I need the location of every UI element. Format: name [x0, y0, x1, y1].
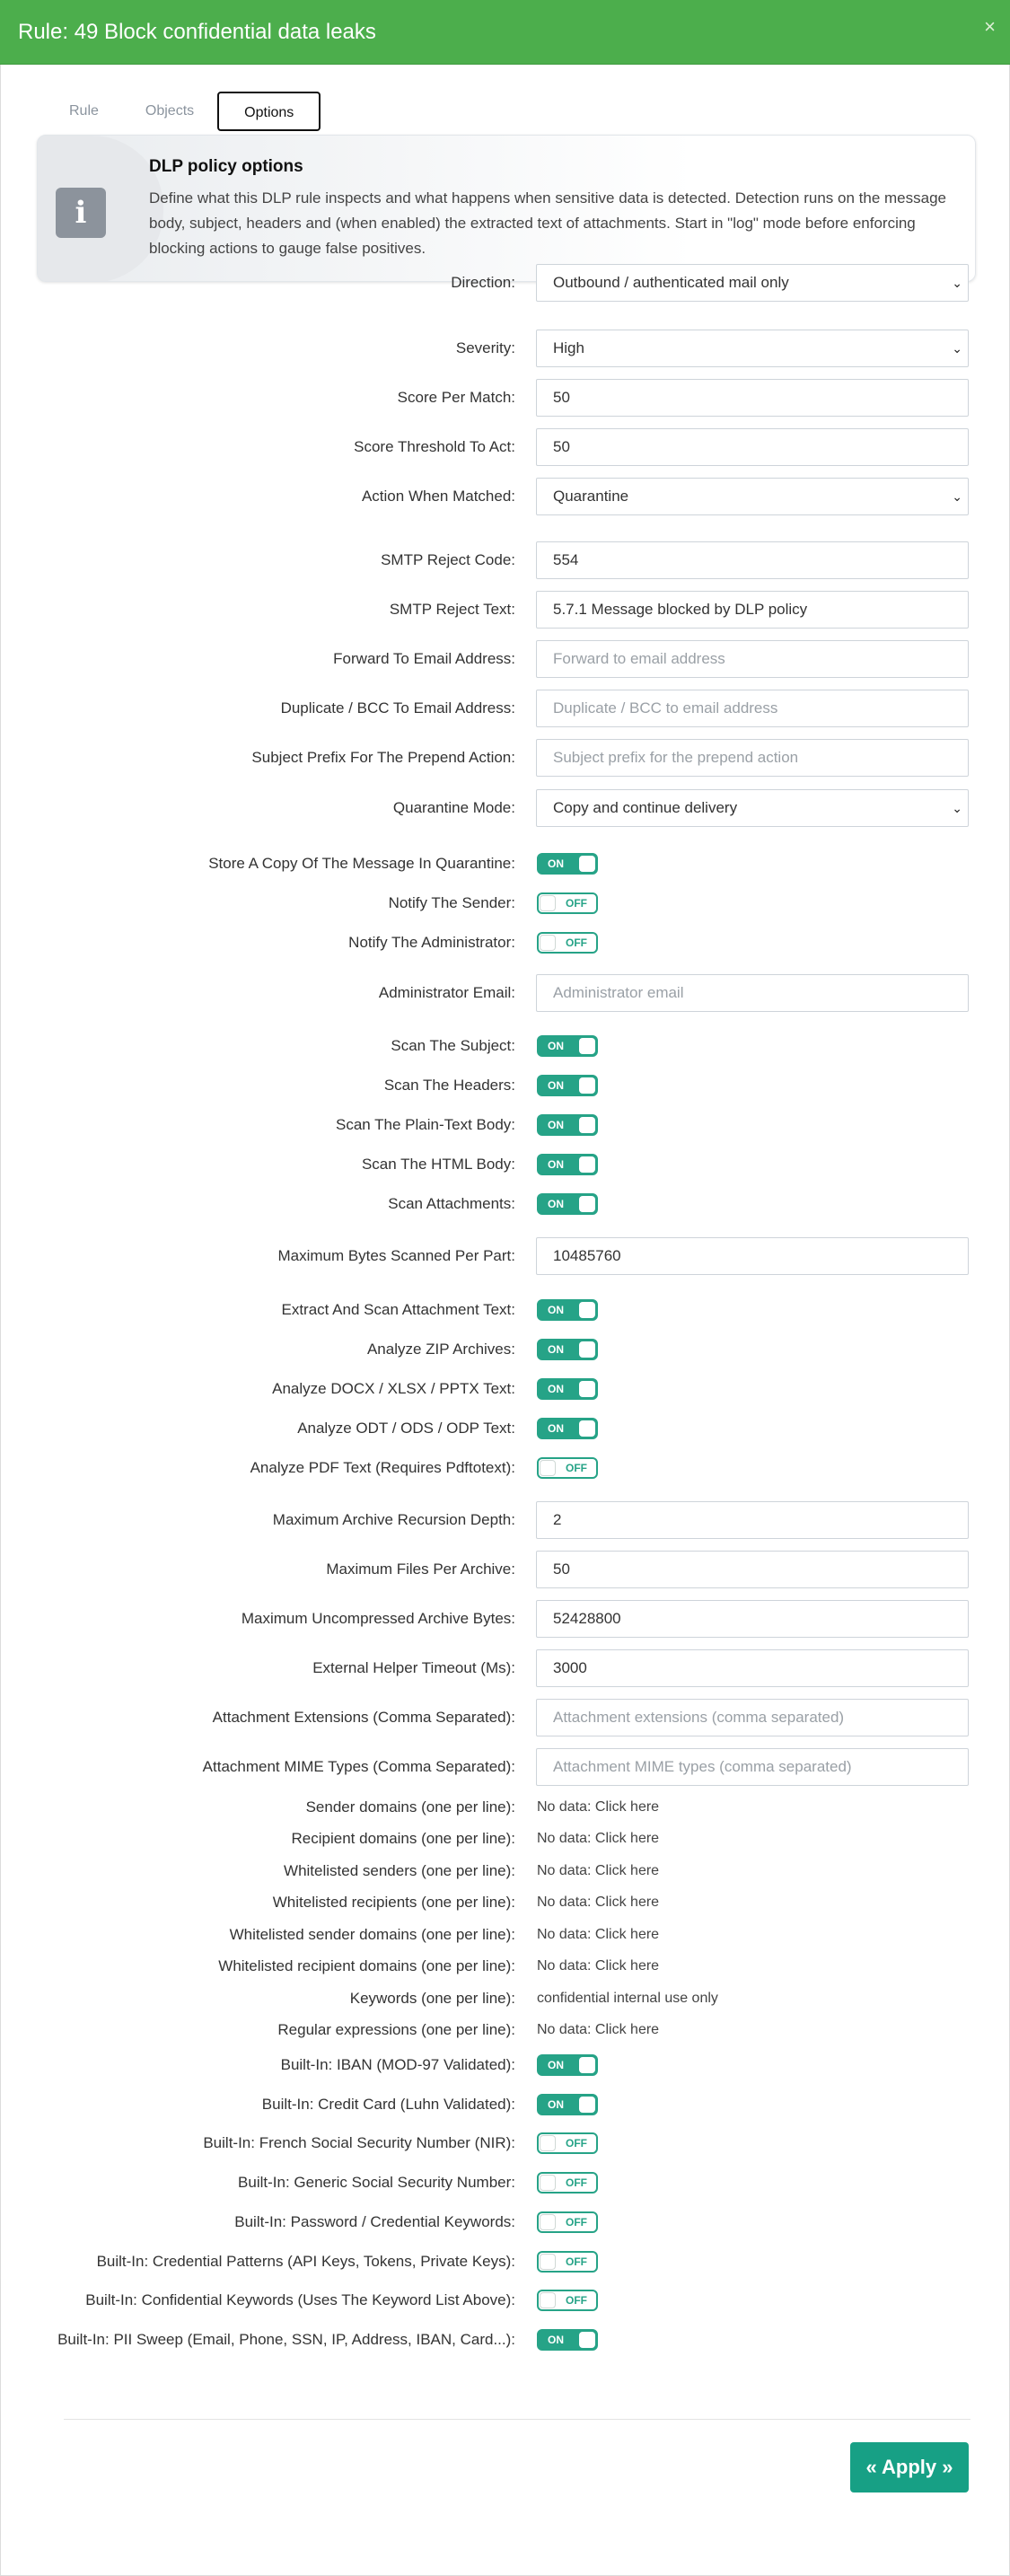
- sender-domains-label: Sender domains (one per line):: [305, 1798, 515, 1816]
- row-action-when-matched: [1, 478, 1010, 515]
- row-notify-admin: [1, 932, 1010, 954]
- row-scan-plain: [1, 1114, 1010, 1136]
- toggle-knob: [579, 1302, 595, 1318]
- severity-label: Severity:: [455, 339, 515, 356]
- bi-iban-label: Built-In: IBAN (MOD-97 Validated):: [280, 2056, 515, 2073]
- apply-button[interactable]: « Apply »: [850, 2442, 969, 2492]
- toggle-knob: [579, 1196, 595, 1212]
- bi-password-toggle[interactable]: [537, 2211, 598, 2233]
- row-bi-confidential: [1, 2290, 1010, 2311]
- row-bi-credpatterns: [1, 2251, 1010, 2273]
- keywords-label: Keywords (one per line):: [349, 1990, 515, 2007]
- max-files-label: Maximum Files Per Archive:: [326, 1561, 515, 1578]
- row-attach-mime: [1, 1748, 1010, 1786]
- wl-recipients-label: Whitelisted recipients (one per line):: [272, 1894, 515, 1911]
- row-analyze-docx: [1, 1378, 1010, 1400]
- attach-ext-label: Attachment Extensions (Comma Separated):: [212, 1709, 515, 1726]
- wl-sender-domains-label: Whitelisted sender domains (one per line):: [229, 1926, 515, 1943]
- toggle-knob: [579, 1077, 595, 1094]
- toggle-knob: [579, 1381, 595, 1397]
- analyze-odt-toggle[interactable]: [537, 1418, 598, 1439]
- wl-senders-label: Whitelisted senders (one per line):: [284, 1862, 515, 1879]
- info-icon: i: [56, 188, 106, 238]
- toggle-knob: [540, 2175, 556, 2191]
- store-copy-toggle[interactable]: [537, 853, 598, 875]
- row-smtp-reject-code: [1, 541, 1010, 579]
- score-per-match-label: Score Per Match:: [397, 389, 515, 406]
- analyze-docx-toggle[interactable]: [537, 1378, 598, 1400]
- toggle-state-label: ON: [548, 1422, 564, 1435]
- toggle-knob: [540, 895, 556, 911]
- toggle-knob: [540, 935, 556, 951]
- max-uncompressed-input[interactable]: 52428800: [536, 1600, 969, 1638]
- score-threshold-label: Score Threshold To Act:: [354, 438, 515, 455]
- bi-credpatterns-label: Built-In: Credential Patterns (API Keys, Tokens, Private Keys):: [96, 2253, 515, 2270]
- row-bi-pii: [1, 2329, 1010, 2351]
- row-notify-sender: [1, 892, 1010, 914]
- notify-sender-toggle[interactable]: [537, 892, 598, 914]
- row-subject-prefix: [1, 739, 1010, 777]
- action-when-matched-select[interactable]: [536, 478, 969, 515]
- form-divider: [64, 2419, 970, 2420]
- subject-prefix-input[interactable]: Subject prefix for the prepend action: [536, 739, 969, 777]
- chevron-down-icon: ⌄: [952, 276, 962, 290]
- direction-label: Direction:: [451, 274, 515, 291]
- attach-mime-label: Attachment MIME Types (Comma Separated):: [202, 1758, 515, 1775]
- extract-attach-toggle[interactable]: [537, 1299, 598, 1321]
- forward-to-input[interactable]: Forward to email address: [536, 640, 969, 678]
- scan-attachments-label: Scan Attachments:: [388, 1195, 515, 1212]
- row-wl-recipients: [1, 1891, 1010, 1914]
- severity-select[interactable]: [536, 330, 969, 367]
- row-bi-password: [1, 2211, 1010, 2233]
- bcc-to-input[interactable]: Duplicate / BCC to email address: [536, 690, 969, 727]
- toggle-knob: [579, 1420, 595, 1437]
- toggle-knob: [579, 2332, 595, 2348]
- tab-rule[interactable]: Rule: [69, 103, 99, 119]
- toggle-state-label: ON: [548, 2059, 564, 2071]
- analyze-odt-label: Analyze ODT / ODS / ODP Text:: [297, 1420, 515, 1437]
- toggle-state-label: ON: [548, 2334, 564, 2346]
- quarantine-mode-select[interactable]: [536, 789, 969, 827]
- chevron-down-icon: ⌄: [952, 801, 962, 815]
- sender-domains-editor-link[interactable]: No data: Click here: [537, 1799, 660, 1815]
- row-forward-to: [1, 640, 1010, 678]
- toggle-state-label: ON: [548, 1040, 564, 1052]
- row-analyze-odt: [1, 1418, 1010, 1439]
- row-quarantine-mode: [1, 789, 1010, 827]
- regex-label: Regular expressions (one per line):: [277, 2021, 515, 2038]
- wl-recipients-editor-link[interactable]: No data: Click here: [537, 1895, 660, 1910]
- toggle-state-label: ON: [548, 857, 564, 870]
- toggle-state-label: ON: [548, 2098, 564, 2111]
- helper-timeout-label: External Helper Timeout (Ms):: [312, 1659, 515, 1676]
- wl-senders-editor-link[interactable]: No data: Click here: [537, 1863, 660, 1878]
- smtp-reject-code-label: SMTP Reject Code:: [381, 551, 515, 568]
- toggle-knob: [579, 1341, 595, 1358]
- row-max-recursion: [1, 1501, 1010, 1539]
- scan-subject-label: Scan The Subject:: [391, 1037, 515, 1054]
- analyze-pdf-toggle[interactable]: [537, 1457, 598, 1479]
- toggle-knob: [579, 1156, 595, 1173]
- smtp-reject-code-input[interactable]: 554: [536, 541, 969, 579]
- row-wl-sender-domains: [1, 1923, 1010, 1947]
- toggle-knob: [579, 1117, 595, 1133]
- toggle-state-label: ON: [548, 1304, 564, 1316]
- toggle-state-label: OFF: [566, 936, 587, 949]
- row-max-files: [1, 1551, 1010, 1588]
- bi-ssn-label: Built-In: Generic Social Security Number:: [238, 2174, 515, 2191]
- bi-nir-toggle[interactable]: [537, 2132, 598, 2154]
- analyze-zip-label: Analyze ZIP Archives:: [366, 1341, 515, 1358]
- recipient-domains-editor-link[interactable]: No data: Click here: [537, 1831, 660, 1846]
- row-sender-domains: [1, 1796, 1010, 1819]
- chevron-down-icon: ⌄: [952, 489, 962, 504]
- toggle-state-label: ON: [548, 1383, 564, 1395]
- toggle-knob: [579, 1038, 595, 1054]
- score-per-match-input[interactable]: 50: [536, 379, 969, 417]
- tab-options[interactable]: Options: [217, 92, 321, 131]
- analyze-docx-label: Analyze DOCX / XLSX / PPTX Text:: [272, 1380, 515, 1397]
- row-extract-attach: [1, 1299, 1010, 1321]
- row-bi-nir: [1, 2132, 1010, 2154]
- toggle-knob: [540, 2254, 556, 2270]
- bi-pii-label: Built-In: PII Sweep (Email, Phone, SSN, IP, Address, IBAN, Card...):: [57, 2331, 515, 2348]
- toggle-state-label: OFF: [566, 2216, 587, 2229]
- row-keywords: [1, 1987, 1010, 2010]
- scan-attachments-toggle[interactable]: [537, 1193, 598, 1215]
- quarantine-mode-selected-value: Copy and continue delivery: [553, 799, 738, 816]
- max-uncompressed-label: Maximum Uncompressed Archive Bytes:: [241, 1610, 515, 1627]
- toggle-state-label: ON: [548, 1343, 564, 1356]
- row-bi-iban: [1, 2054, 1010, 2076]
- scan-html-label: Scan The HTML Body:: [361, 1156, 515, 1173]
- row-score-per-match: [1, 379, 1010, 417]
- toggle-state-label: OFF: [566, 1462, 587, 1474]
- row-wl-recipient-domains: [1, 1955, 1010, 1978]
- row-max-uncompressed: [1, 1600, 1010, 1638]
- direction-select[interactable]: [536, 264, 969, 302]
- row-store-copy: [1, 853, 1010, 875]
- toggle-state-label: OFF: [566, 2294, 587, 2307]
- info-panel: [37, 135, 976, 282]
- keywords-editor-link[interactable]: confidential internal use only: [537, 1991, 718, 2006]
- row-scan-subject: [1, 1035, 1010, 1057]
- score-threshold-input[interactable]: 50: [536, 428, 969, 466]
- row-regex: [1, 2018, 1010, 2042]
- toggle-knob: [540, 2135, 556, 2151]
- regex-editor-link[interactable]: No data: Click here: [537, 2022, 660, 2037]
- action-when-matched-label: Action When Matched:: [361, 488, 515, 505]
- row-bi-cc: [1, 2094, 1010, 2115]
- row-scan-attachments: [1, 1193, 1010, 1215]
- row-analyze-zip: [1, 1339, 1010, 1360]
- max-bytes-label: Maximum Bytes Scanned Per Part:: [277, 1247, 515, 1264]
- wl-recipient-domains-label: Whitelisted recipient domains (one per line):: [218, 1957, 515, 1974]
- toggle-state-label: OFF: [566, 2137, 587, 2150]
- scan-html-toggle[interactable]: [537, 1154, 598, 1175]
- row-helper-timeout: [1, 1649, 1010, 1687]
- max-recursion-label: Maximum Archive Recursion Depth:: [272, 1511, 515, 1528]
- subject-prefix-label: Subject Prefix For The Prepend Action:: [251, 749, 515, 766]
- toggle-knob: [540, 2292, 556, 2308]
- severity-selected-value: High: [553, 339, 584, 356]
- row-scan-headers: [1, 1075, 1010, 1096]
- close-icon[interactable]: ×: [984, 15, 996, 38]
- scan-plain-label: Scan The Plain-Text Body:: [335, 1116, 515, 1133]
- bi-nir-label: Built-In: French Social Security Number (NIR):: [203, 2134, 515, 2151]
- row-wl-senders: [1, 1859, 1010, 1883]
- bi-credpatterns-toggle[interactable]: [537, 2251, 598, 2273]
- row-smtp-reject-text: [1, 591, 1010, 629]
- max-files-input[interactable]: 50: [536, 1551, 969, 1588]
- row-score-threshold: [1, 428, 1010, 466]
- toggle-knob: [540, 2214, 556, 2230]
- attach-ext-input[interactable]: Attachment extensions (comma separated): [536, 1699, 969, 1736]
- bi-confidential-label: Built-In: Confidential Keywords (Uses The Keyword List Above):: [85, 2291, 515, 2308]
- dialog-title-text: Rule: 49 Block confidential data leaks: [18, 20, 376, 44]
- toggle-knob: [579, 2057, 595, 2073]
- row-direction: [1, 264, 1010, 302]
- smtp-reject-text-input[interactable]: 5.7.1 Message blocked by DLP policy: [536, 591, 969, 629]
- info-heading: DLP policy options: [149, 157, 303, 176]
- toggle-state-label: ON: [548, 1079, 564, 1092]
- info-text: Define what this DLP rule inspects and what happens when sensitive data is detected. Detection runs on the message body, subject, headers and (when enabled) the extracted text of attachments. Start in "log" mode before enforcing blocking actions to gauge false positives.: [149, 189, 946, 257]
- row-severity: [1, 330, 1010, 367]
- admin-email-label: Administrator Email:: [378, 984, 515, 1001]
- bi-ssn-toggle[interactable]: [537, 2172, 598, 2194]
- bi-cc-label: Built-In: Credit Card (Luhn Validated):: [261, 2096, 515, 2113]
- recipient-domains-label: Recipient domains (one per line):: [291, 1830, 515, 1847]
- extract-attach-label: Extract And Scan Attachment Text:: [281, 1301, 515, 1318]
- wl-recipient-domains-editor-link[interactable]: No data: Click here: [537, 1958, 660, 1974]
- bi-cc-toggle[interactable]: [537, 2094, 598, 2115]
- smtp-reject-text-label: SMTP Reject Text:: [389, 601, 515, 618]
- attach-mime-input[interactable]: Attachment MIME types (comma separated): [536, 1748, 969, 1786]
- chevron-down-icon: ⌄: [952, 341, 962, 356]
- toggle-state-label: ON: [548, 1158, 564, 1171]
- helper-timeout-input[interactable]: 3000: [536, 1649, 969, 1687]
- row-bi-ssn: [1, 2172, 1010, 2194]
- row-analyze-pdf: [1, 1457, 1010, 1479]
- row-admin-email: [1, 974, 1010, 1012]
- bi-pii-toggle[interactable]: [537, 2329, 598, 2351]
- notify-admin-toggle[interactable]: [537, 932, 598, 954]
- toggle-state-label: ON: [548, 1119, 564, 1131]
- tab-objects[interactable]: Objects: [145, 103, 195, 119]
- toggle-state-label: OFF: [566, 2255, 587, 2268]
- tab-bar: [46, 90, 321, 131]
- dialog-title: [0, 0, 1010, 65]
- store-copy-label: Store A Copy Of The Message In Quarantine:: [208, 855, 515, 872]
- dialog-body: [0, 65, 1010, 2576]
- row-scan-html: [1, 1154, 1010, 1175]
- bi-password-label: Built-In: Password / Credential Keywords:: [234, 2213, 515, 2230]
- quarantine-mode-label: Quarantine Mode:: [392, 799, 515, 816]
- notify-sender-label: Notify The Sender:: [388, 894, 515, 911]
- analyze-zip-toggle[interactable]: [537, 1339, 598, 1360]
- bi-iban-toggle[interactable]: [537, 2054, 598, 2076]
- toggle-state-label: OFF: [566, 2176, 587, 2189]
- scan-headers-label: Scan The Headers:: [383, 1077, 515, 1094]
- toggle-knob: [540, 1460, 556, 1476]
- wl-sender-domains-editor-link[interactable]: No data: Click here: [537, 1927, 660, 1942]
- toggle-state-label: OFF: [566, 897, 587, 910]
- action-when-matched-selected-value: Quarantine: [553, 488, 629, 505]
- max-bytes-input[interactable]: 10485760: [536, 1237, 969, 1275]
- row-recipient-domains: [1, 1827, 1010, 1851]
- row-bcc-to: [1, 690, 1010, 727]
- row-attach-ext: [1, 1699, 1010, 1736]
- toggle-knob: [579, 2097, 595, 2113]
- scan-headers-toggle[interactable]: [537, 1075, 598, 1096]
- direction-selected-value: Outbound / authenticated mail only: [553, 274, 789, 291]
- scan-plain-toggle[interactable]: [537, 1114, 598, 1136]
- scan-subject-toggle[interactable]: [537, 1035, 598, 1057]
- notify-admin-label: Notify The Administrator:: [348, 934, 515, 951]
- bcc-to-label: Duplicate / BCC To Email Address:: [280, 699, 515, 717]
- toggle-state-label: ON: [548, 1198, 564, 1210]
- admin-email-input[interactable]: Administrator email: [536, 974, 969, 1012]
- toggle-knob: [579, 856, 595, 872]
- analyze-pdf-label: Analyze PDF Text (Requires Pdftotext):: [250, 1459, 515, 1476]
- max-recursion-input[interactable]: 2: [536, 1501, 969, 1539]
- forward-to-label: Forward To Email Address:: [333, 650, 515, 667]
- bi-confidential-toggle[interactable]: [537, 2290, 598, 2311]
- row-max-bytes: [1, 1237, 1010, 1275]
